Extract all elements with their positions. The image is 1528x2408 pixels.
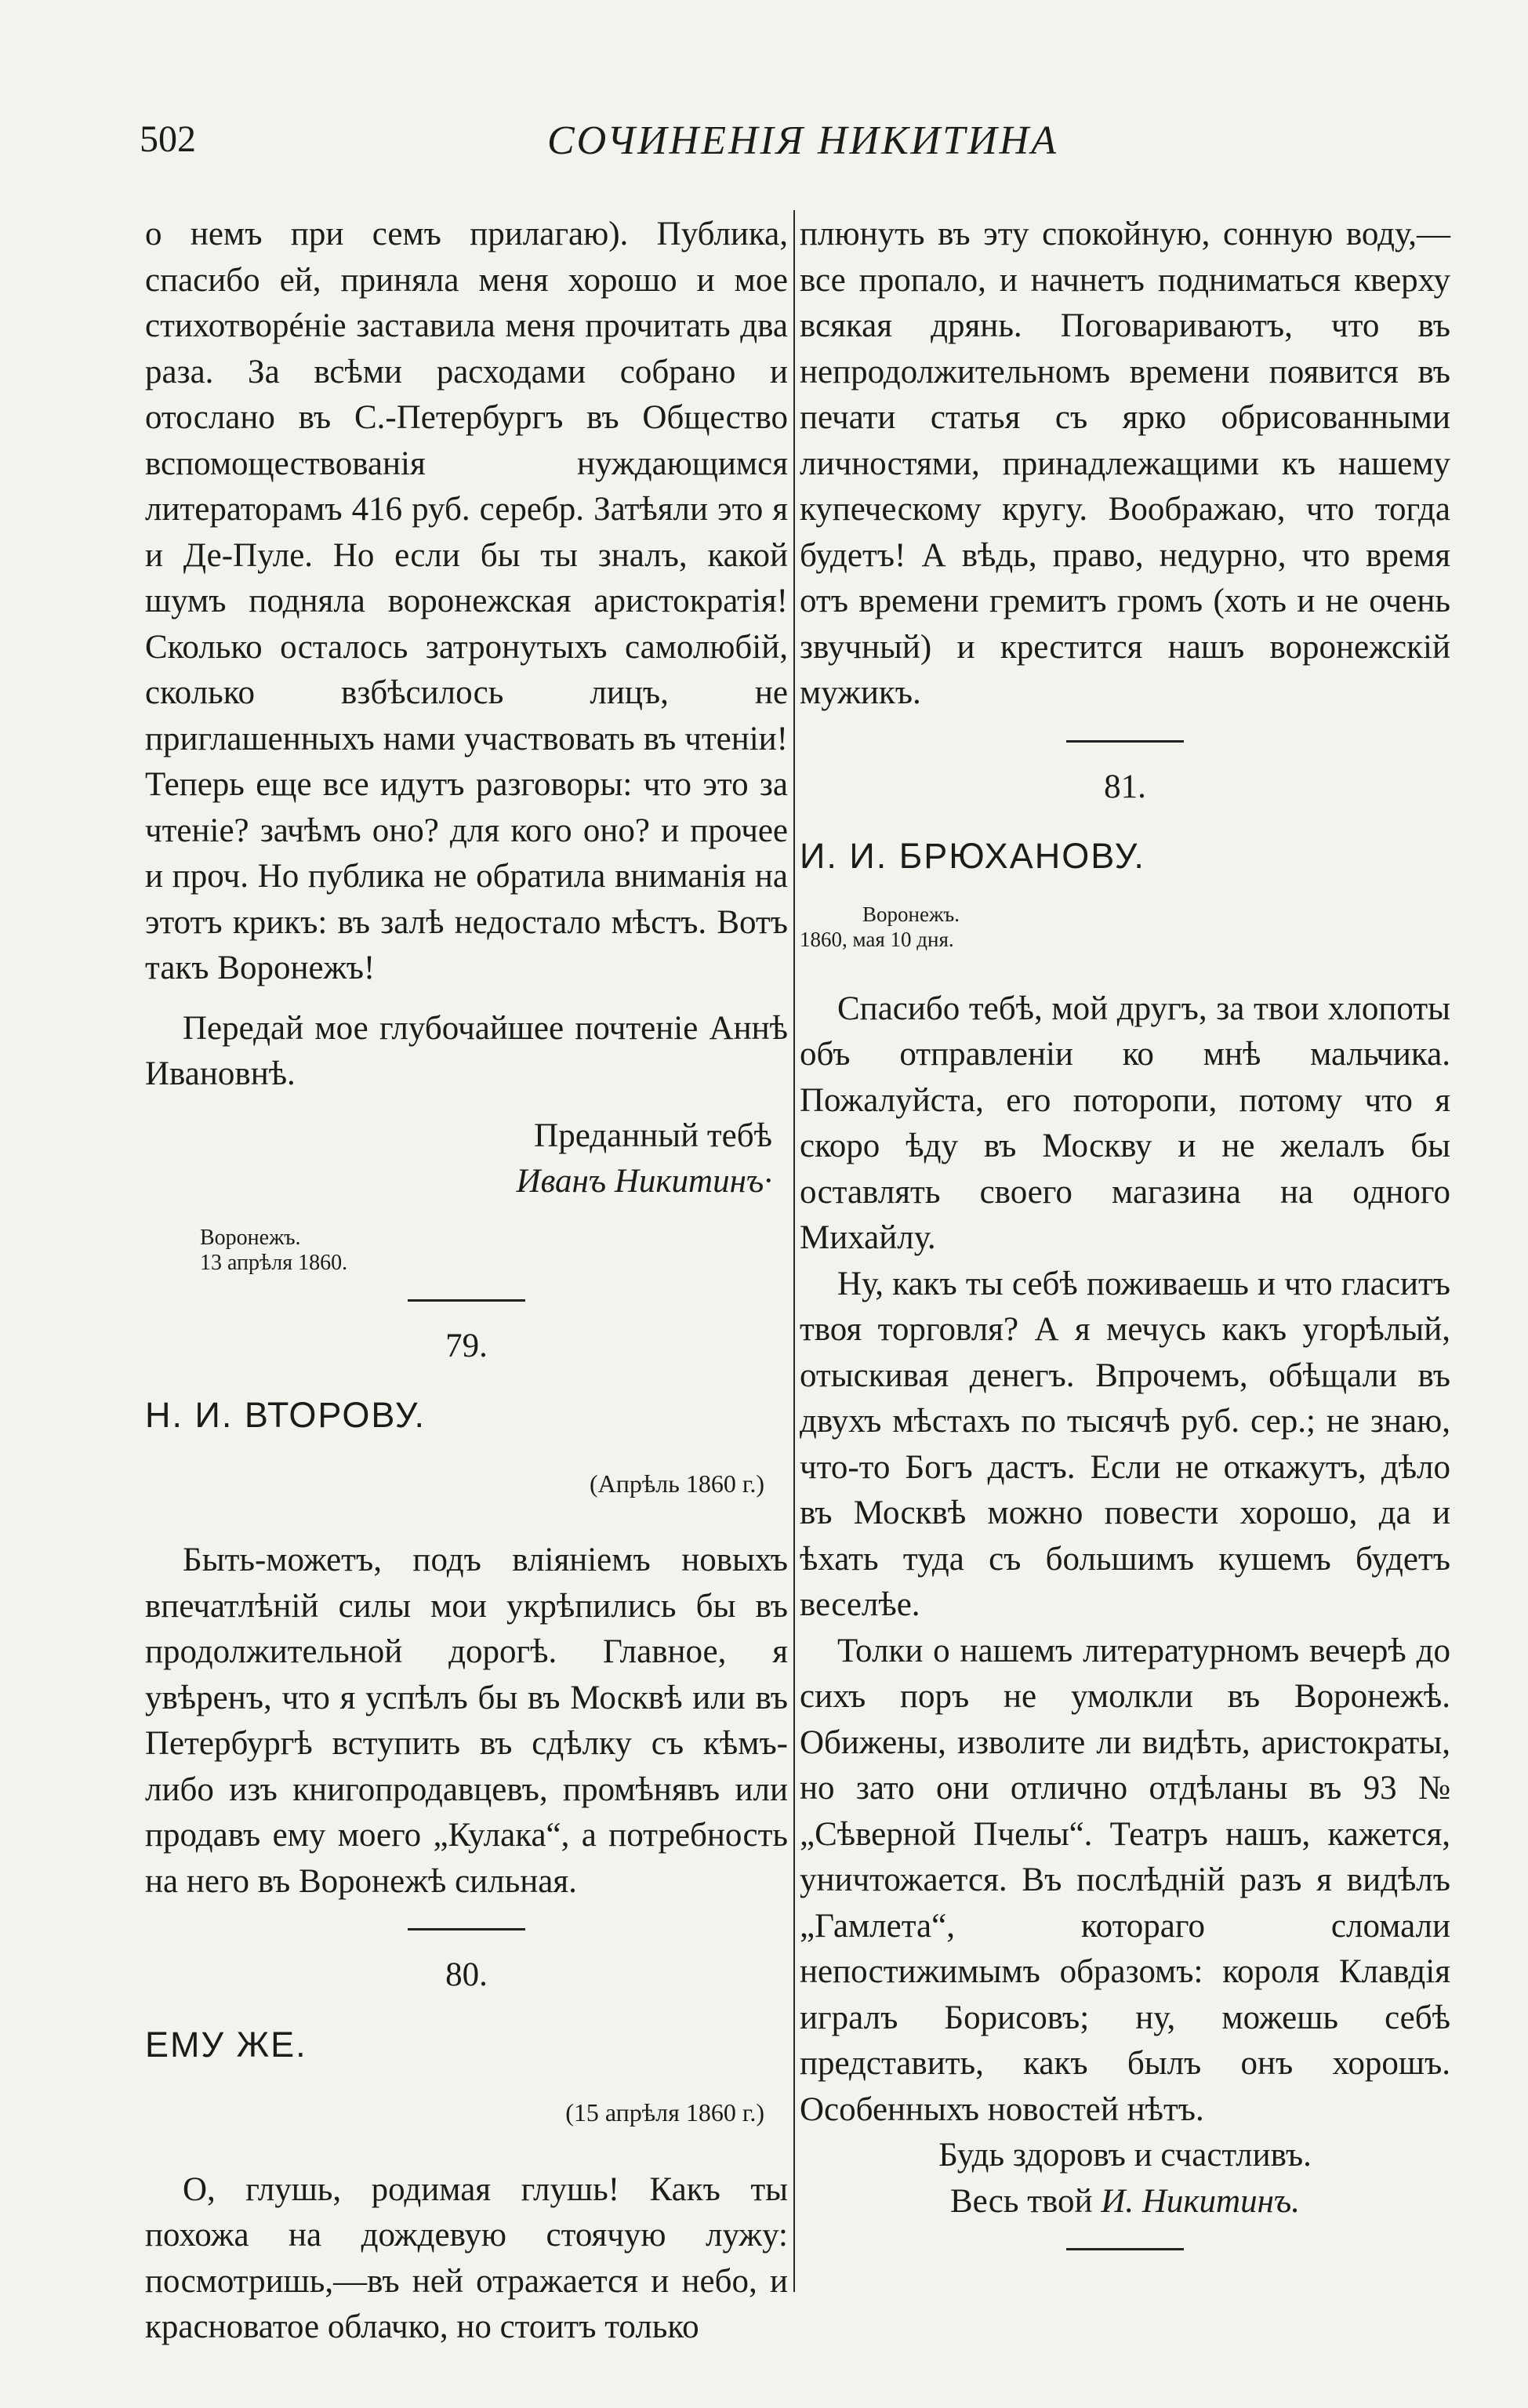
column-rule [793,210,795,2292]
closing-line: Будь здоровъ и счастливъ. [938,2137,1312,2174]
letter-number: 80. [445,1956,488,1993]
paragraph: Быть-можетъ, подъ вліяніемъ новыхъ впечатлѣній силы мои укрѣпились бы въ продолжительной дорогѣ. Главное, я увѣренъ, что я успѣлъ бы въ Москвѣ или въ Петербургѣ вступить въ сдѣлку съ кѣмъ-либо изъ книгопродавцевъ, промѣнявъ или продавъ ему моего „Кулака“, а потребность на него въ Воронежѣ сильная. [145,1542,788,1900]
section-separator [1066,740,1184,743]
letter-addressee: ЕМУ ЖЕ. [145,2024,307,2065]
page-header [140,118,1450,180]
letter-number: 81. [1104,768,1146,805]
signature-prefix: Весь твой [949,2182,1093,2220]
section-separator [408,1928,525,1930]
paragraph: плюнуть въ эту спокойную, сонную воду,—все пропало, и начнетъ подниматься кверху всякая дрянь. Поговариваютъ, что въ непродолжительномъ времени появится въ печати статья съ ярко обрисованными личностями, принадлежащими къ нашему купеческому кругу. Воображаю, что тогда будетъ! А вѣдь, право, недурно, что время отъ времени гремитъ громъ (хоть и не очень звучный) и крестится нашъ воронежскій мужикъ. [800,216,1450,711]
dateline-city: Воронежъ. [862,902,960,926]
right-column [800,212,1450,2272]
paragraph: Спасибо тебѣ, мой другъ, за твои хлопоты объ отправленіи ко мнѣ мальчика. Пожалуйста, его поторопи, потому что я скоро ѣду въ Москву и не желалъ бы оставлять своего магазина на одного Михайлу. [800,990,1450,1256]
dateline-date: 1860, мая 10 дня. [800,927,954,951]
signature-line [800,2179,1450,2225]
letter-date: (15 апрѣля 1860 г.) [565,2098,764,2127]
dateline-city: Воронежъ. [200,1225,301,1250]
paragraph: О, глушь, родимая глушь! Какъ ты похожа на дождевую стоячую лужу: посмотришь,—въ ней отражается и небо, и красноватое облачко, но стоитъ только [145,2170,788,2345]
running-title: СОЧИНЕНІЯ НИКИТИНА [547,118,1058,163]
dateline [800,902,1450,952]
signoff: Преданный тебѣ [534,1117,772,1154]
paragraph: Ну, какъ ты себѣ поживаешь и что гласитъ твоя торговля? А я мечусь какъ угорѣлый, отыскивая денегъ. Впрочемъ, обѣщали въ двухъ мѣстахъ по тысячѣ руб. сер.; не знаю, что-то Богъ дастъ. Если не откажутъ, дѣло въ Москвѣ можно повести хорошо, да и ѣхать туда съ большимъ кушемъ будетъ веселѣе. [800,1265,1450,1623]
paragraph: Толки о нашемъ литературномъ вечерѣ до сихъ поръ не умолкли въ Воронежѣ. Обижены, изволите ли видѣть, аристократы, но зато они отлично отдѣланы въ 93 № „Сѣверной Пчелы“. Театръ нашъ, кажется, уничтожается. Въ послѣдній разъ я видѣлъ „Гамлета“, котораго сломали непостижимымъ образомъ: короля Клавдія игралъ Борисовъ; ну, можешь себѣ представить, какъ былъ онъ хорошъ. Особенныхъ новостей нѣтъ. [800,1632,1450,2128]
page-number: 502 [140,118,196,160]
paragraph: Передай мое глубочайшее почтеніе Аннѣ Ивановнѣ. [145,1009,788,1092]
signature: Иванъ Никитинъ· [516,1163,772,1200]
section-separator [1066,2248,1184,2250]
signature: И. Никитинъ. [1101,2182,1301,2220]
letter-date: (Апрѣль 1860 г.) [590,1469,764,1498]
section-separator [408,1299,525,1302]
dateline-date: 13 апрѣля 1860. [200,1250,348,1275]
letter-addressee: И. И. БРЮХАНОВУ. [800,836,1145,876]
dateline [145,1226,788,1276]
left-column [145,212,788,2351]
letter-number: 79. [445,1327,488,1364]
letter-addressee: Н. И. ВТОРОВУ. [145,1395,426,1435]
paragraph: о немъ при семъ прилагаю). Публика, спасибо ей, приняла меня хорошо и мое стихотворéніе заставила меня прочитать два раза. За всѣми расходами собрано и отослано въ С.-Петербургъ въ Общество вспомоществованія нуждающимся литераторамъ 416 руб. серебр. Затѣяли это я и Де-Пуле. Но если бы ты зналъ, какой шумъ подняла воронежская аристократія! Сколько осталось затронутыхъ самолюбій, сколько взбѣсилось лицъ, не приглашенныхъ нами участвовать въ чтеніи! Теперь еще все идутъ разговоры: что это за чтеніе? зачѣмъ оно? для кого оно? и прочее и проч. Но публика не обратила вниманія на этотъ крикъ: въ залѣ недостало мѣстъ. Вотъ такъ Воронежъ! [145,216,788,986]
